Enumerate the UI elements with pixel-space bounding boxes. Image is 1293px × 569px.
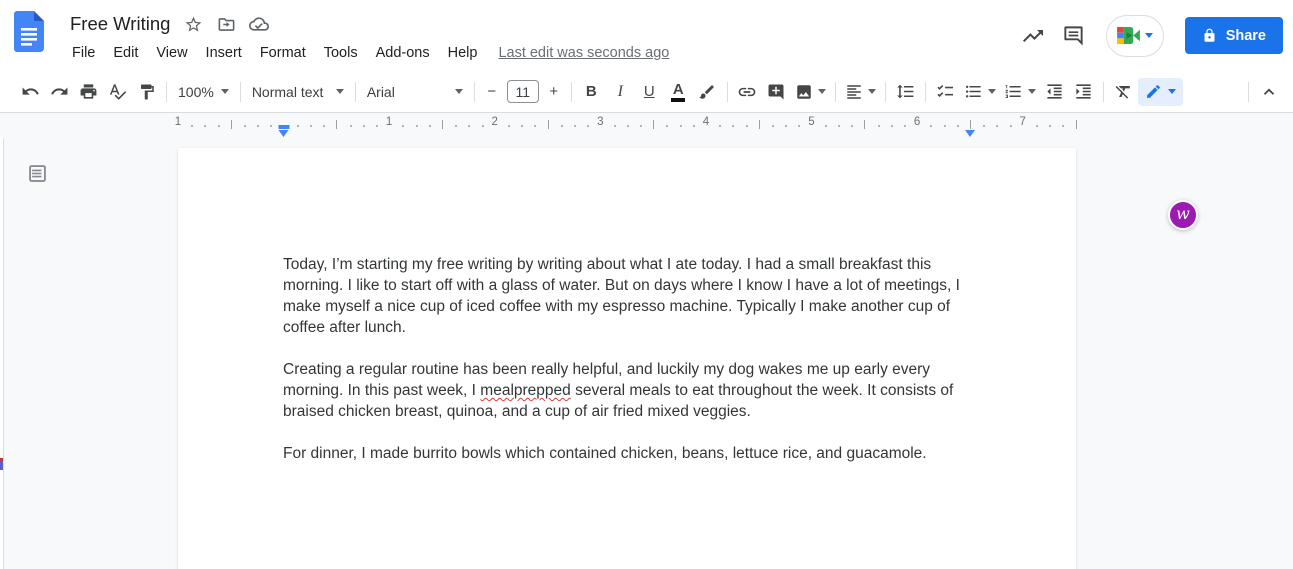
ruler-dot	[1036, 125, 1038, 127]
ruler-dot	[614, 125, 616, 127]
ruler-dot	[693, 125, 695, 127]
ruler-dot	[746, 125, 748, 127]
star-icon[interactable]	[183, 14, 203, 34]
ruler-number: 7	[1019, 116, 1026, 128]
ruler-dot	[204, 125, 206, 127]
font-select[interactable]: Arial	[361, 78, 469, 106]
ruler-tick	[970, 120, 971, 129]
ruler-dot	[468, 125, 470, 127]
paragraph[interactable]	[283, 359, 971, 422]
extension-badge-letter: w	[1176, 204, 1190, 223]
text-run: Creating a regular routine has been really helpful, and luckily my dog wakes me up early every morning. In this past week, I	[283, 361, 931, 399]
paragraph[interactable]	[283, 254, 971, 338]
ruler-dot	[455, 125, 457, 127]
meet-call-button[interactable]	[1106, 15, 1164, 57]
menu-help[interactable]: Help	[447, 45, 478, 61]
highlight-color-button[interactable]	[693, 78, 722, 106]
document-canvas	[0, 138, 1293, 569]
paragraph[interactable]	[283, 443, 971, 464]
top-bar	[0, 0, 1293, 71]
ruler-dot	[1010, 125, 1012, 127]
ruler-dot	[482, 125, 484, 127]
ruler-number: 2	[491, 116, 498, 128]
chevron-down-icon	[336, 89, 344, 94]
decrease-indent-button[interactable]	[1040, 78, 1069, 106]
left-indent-marker[interactable]	[278, 125, 289, 137]
ruler-dot	[244, 125, 246, 127]
ruler-dot	[640, 125, 642, 127]
ruler-dot	[350, 125, 352, 127]
ruler-dot	[996, 125, 998, 127]
last-edit-link[interactable]: Last edit was seconds ago	[498, 45, 670, 61]
ruler-dot	[627, 125, 629, 127]
menu-file[interactable]: File	[72, 45, 96, 61]
italic-button[interactable]: I	[617, 82, 623, 100]
hide-menus-button[interactable]	[1254, 78, 1283, 106]
chevron-down-icon	[221, 89, 229, 94]
lock-icon	[1202, 28, 1217, 43]
browser-extension-badge[interactable]	[1168, 200, 1198, 230]
ruler-dot	[983, 125, 985, 127]
show-document-outline-button[interactable]	[27, 163, 48, 184]
ruler-dot	[416, 125, 418, 127]
ruler-dot	[297, 125, 299, 127]
ruler-dot	[521, 125, 523, 127]
ruler-tick	[759, 120, 760, 129]
misspelled-word: mealprepped	[480, 382, 571, 399]
right-indent-marker[interactable]	[965, 130, 975, 137]
ruler-dot	[257, 125, 259, 127]
ruler-dot	[534, 125, 536, 127]
ruler-dot	[957, 125, 959, 127]
text-run: Today, I’m starting my free writing by writing about what I ate today. I had a small breakfast this morning. I like to start off with a glass of water. But on days where I know I have a lot of meetings, I make myself a nice cup of iced coffee with my espresso machine. Typically I make another cup of coffee after lunch.	[283, 256, 960, 336]
formatting-toolbar	[0, 71, 1293, 113]
ruler-dot	[719, 125, 721, 127]
ruler-dot	[666, 125, 668, 127]
editing-mode-button[interactable]	[1138, 78, 1183, 106]
chevron-down-icon	[1145, 33, 1153, 38]
ruler-dot	[218, 125, 220, 127]
ruler-dot	[930, 125, 932, 127]
ruler-dot	[944, 125, 946, 127]
share-button[interactable]	[1185, 17, 1283, 54]
move-folder-icon[interactable]	[216, 14, 236, 34]
ruler-dot	[772, 125, 774, 127]
left-panel-edge	[0, 138, 4, 569]
chevron-down-icon	[1168, 89, 1176, 94]
ruler-dot	[561, 125, 563, 127]
title-area	[70, 10, 669, 65]
insert-image-button[interactable]	[791, 78, 830, 106]
underline-button[interactable]: U	[643, 83, 655, 100]
chevron-down-icon	[455, 89, 463, 94]
chevron-down-icon	[1028, 89, 1036, 94]
ruler-dot	[574, 125, 576, 127]
checklist-button[interactable]	[931, 78, 960, 106]
ruler-dot	[508, 125, 510, 127]
share-label: Share	[1225, 27, 1266, 44]
ruler-number: 1	[385, 116, 393, 128]
font-size-input[interactable]: 11	[507, 80, 539, 103]
ruler-dot	[878, 125, 880, 127]
clear-formatting-button[interactable]	[1109, 78, 1138, 106]
menu-bar	[70, 41, 669, 65]
increase-indent-button[interactable]	[1069, 78, 1098, 106]
ruler-dot	[825, 125, 827, 127]
ruler-dot	[891, 125, 893, 127]
ruler-dot	[270, 125, 272, 127]
ruler-dot	[310, 125, 312, 127]
ruler-dot	[402, 125, 404, 127]
pencil-icon	[1145, 83, 1162, 100]
ruler-dot	[680, 125, 682, 127]
print-button[interactable]	[74, 78, 103, 106]
menu-insert[interactable]: Insert	[205, 45, 242, 61]
ruler-tick	[653, 120, 654, 129]
cloud-saved-icon[interactable]	[249, 14, 269, 34]
ruler-tick	[548, 120, 549, 129]
chevron-down-icon	[868, 89, 876, 94]
bold-button[interactable]: B	[585, 83, 597, 100]
activity-dashboard-icon[interactable]	[1020, 23, 1046, 49]
text-run: several meals to eat throughout the week. It consists of braised chicken breast, quinoa, and a cup of air fried mixed veggies.	[283, 382, 954, 420]
insert-link-button[interactable]	[733, 78, 762, 106]
ruler-dot	[904, 125, 906, 127]
ruler-dot	[851, 125, 853, 127]
spellcheck-button[interactable]	[103, 78, 132, 106]
ruler-dot	[191, 125, 193, 127]
ruler-dot	[323, 125, 325, 127]
paint-format-button[interactable]	[132, 78, 161, 106]
ruler-tick	[231, 120, 232, 129]
ruler-dot	[785, 125, 787, 127]
ruler-dot	[363, 125, 365, 127]
ruler-number: 3	[597, 116, 604, 128]
document-page[interactable]	[178, 148, 1076, 569]
google-docs-logo-icon[interactable]	[14, 11, 44, 52]
menu-tools[interactable]: Tools	[323, 45, 358, 61]
chevron-down-icon	[988, 89, 996, 94]
ruler-tick	[336, 120, 337, 129]
add-comment-button[interactable]	[762, 78, 791, 106]
ruler-dot	[798, 125, 800, 127]
open-comments-icon[interactable]	[1061, 23, 1087, 49]
bulleted-list-button[interactable]	[960, 78, 1000, 106]
menu-format[interactable]: Format	[259, 45, 306, 61]
line-spacing-button[interactable]	[891, 78, 920, 106]
numbered-list-button[interactable]	[1000, 78, 1040, 106]
zoom-select[interactable]: 100%	[172, 78, 235, 106]
ruler-dot	[1049, 125, 1051, 127]
increase-font-size-button[interactable]: +	[549, 83, 559, 100]
document-title[interactable]: Free Writing	[70, 13, 171, 34]
text-run: For dinner, I made burrito bowls which contained chicken, beans, lettuce rice, and guacamole.	[283, 445, 927, 462]
chevron-down-icon	[818, 89, 826, 94]
align-button[interactable]	[841, 78, 880, 106]
paragraph-style-select[interactable]: Normal text	[246, 78, 350, 106]
google-meet-icon	[1116, 26, 1141, 45]
text-color-button[interactable]: A	[664, 78, 693, 106]
ruler-dot	[838, 125, 840, 127]
ruler-dot	[1062, 125, 1064, 127]
ruler-dot	[376, 125, 378, 127]
redo-button[interactable]	[45, 78, 74, 106]
ruler-tick	[1076, 120, 1077, 129]
first-line-indent-marker[interactable]	[278, 125, 289, 129]
menu-addons[interactable]: Add-ons	[375, 45, 430, 61]
ruler-dot	[732, 125, 734, 127]
menu-view[interactable]: View	[156, 45, 188, 61]
top-bar-actions	[1020, 0, 1283, 71]
ruler-dot	[429, 125, 431, 127]
ruler-number: 6	[913, 116, 921, 128]
document-text[interactable]	[178, 148, 1076, 464]
decrease-font-size-button[interactable]: −	[487, 83, 497, 100]
ruler-tick	[864, 120, 865, 129]
menu-edit[interactable]: Edit	[113, 45, 139, 61]
ruler-number: 1	[174, 116, 182, 128]
text-color-swatch	[671, 98, 685, 102]
ruler-number: 5	[808, 116, 815, 128]
ruler-number: 4	[702, 116, 710, 128]
ruler	[0, 113, 1293, 138]
left-edge-artifact	[0, 458, 3, 470]
undo-button[interactable]	[16, 78, 45, 106]
ruler-dot	[587, 125, 589, 127]
ruler-tick	[442, 120, 443, 129]
